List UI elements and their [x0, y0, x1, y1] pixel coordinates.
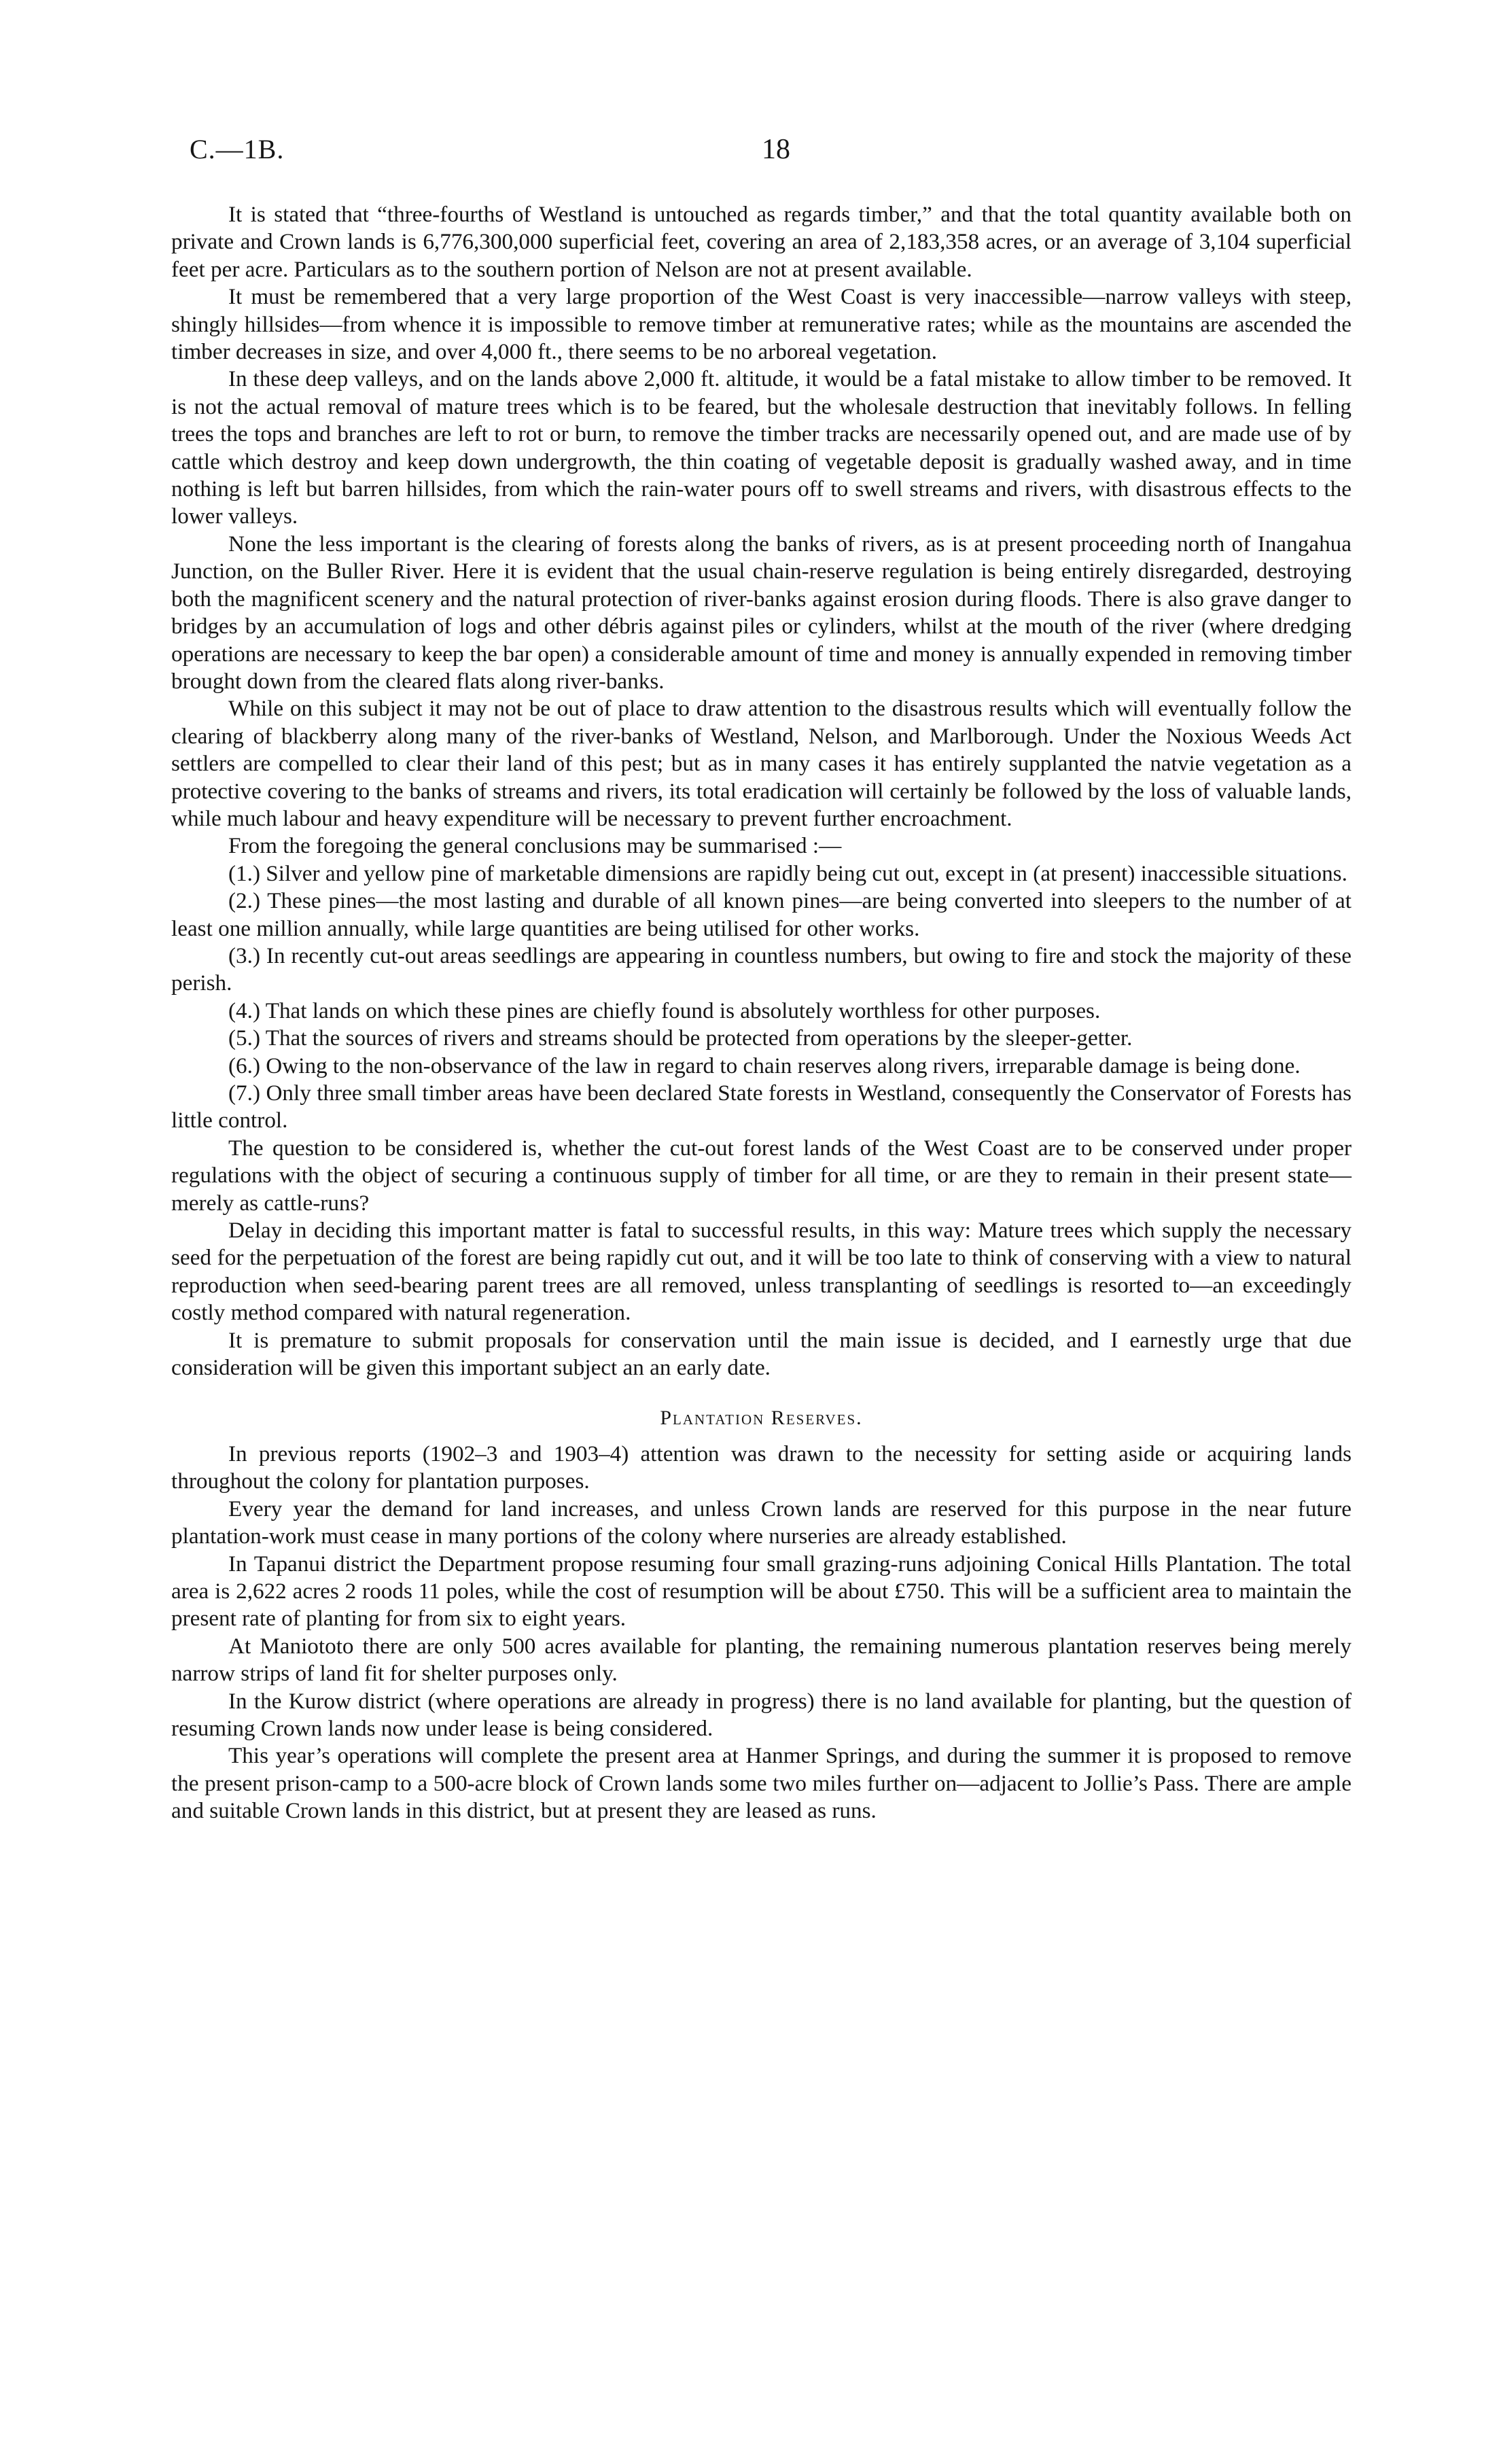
page-header	[190, 133, 1358, 174]
report-body	[171, 201, 1352, 1825]
conclusion-item: (2.) These pines—the most lasting and durable of all known pines—are being converted into sleepers to the number of at least one million annually, while large quantities are being utilised for other works.	[171, 888, 1352, 941]
conclusion-item: (4.) That lands on which these pines are chiefly found is absolutely worthless for other purposes.	[228, 998, 1101, 1023]
conclusion-item: (1.) Silver and yellow pine of marketable dimensions are rapidly being cut out, except in (at present) inaccessible situations.	[228, 860, 1347, 886]
conclusion-item: (5.) That the sources of rivers and streams should be protected from operations by the sleeper-getter.	[228, 1025, 1133, 1051]
paragraph: Delay in deciding this important matter is fatal to successful results, in this way: Mature trees which supply the necessary seed for the perpetuation of the forest are being rapidly cut out, and it will be too late to think of conserving with a view to natural reproduction when seed-bearing parent trees are all removed, unless transplanting of seedlings is resorted to—an exceedingly costly method compared with natural regeneration.	[171, 1218, 1352, 1326]
conclusion-item: (6.) Owing to the non-observance of the law in regard to chain reserves along rivers, irreparable damage is being done.	[228, 1053, 1301, 1078]
paragraph: None the less important is the clearing of forests along the banks of rivers, as is at present proceeding north of Inangahua Junction, on the Buller River. Here it is evident that the usual chain-reserve regulation is being entirely disregarded, destroying both the magnificent scenery and the natural protection of river-banks against erosion during floods. There is also grave danger to bridges by an accumulation of logs and other débris against piles or cylinders, whilst at the mouth of the river (where dredging operations are necessary to keep the bar open) a considerable amount of time and money is annually expended in removing timber brought down from the cleared flats along river-banks.	[171, 531, 1352, 694]
paragraph: At Maniototo there are only 500 acres available for planting, the remaining numerous plantation reserves being merely narrow strips of land fit for shelter purposes only.	[171, 1633, 1352, 1687]
conclusion-item: (3.) In recently cut-out areas seedlings are appearing in countless numbers, but owing to fire and stock the majority of these perish.	[171, 943, 1352, 996]
conclusion-item: (7.) Only three small timber areas have been declared State forests in Westland, consequently the Conservator of Forests has little control.	[171, 1080, 1352, 1133]
paragraph: From the foregoing the general conclusions may be summarised :—	[228, 833, 842, 859]
paragraph: In Tapanui district the Department propose resuming four small grazing-runs adjoining Conical Hills Plantation. The total area is 2,622 acres 2 roods 11 poles, while the cost of resumption will be about £750. This will be a sufficient area to maintain the present rate of planting for from six to eight years.	[171, 1551, 1352, 1632]
section-heading: Plantation Reserves.	[660, 1407, 863, 1430]
paragraph: In the Kurow district (where operations are already in progress) there is no land available for planting, but the question of resuming Crown lands now under lease is being considered.	[171, 1688, 1352, 1741]
paragraph: While on this subject it may not be out of place to draw attention to the disastrous results which will eventually follow the clearing of blackberry along many of the river-banks of Westland, Nelson, and Marlborough. Under the Noxious Weeds Act settlers are compelled to clear their land of this pest; but as in many cases it has entirely supplanted the natvie vegetation as a protective covering to the banks of streams and rivers, its total eradication will certainly be followed by the loss of valuable lands, while much labour and heavy expenditure will be necessary to prevent further encroachment.	[171, 696, 1352, 831]
paragraph: In these deep valleys, and on the lands above 2,000 ft. altitude, it would be a fatal mistake to allow timber to be removed. It is not the actual removal of mature trees which is to be feared, but the wholesale destruction that inevitably follows. In felling trees the tops and branches are left to rot or burn, to remove the timber tracks are necessarily opened out, and are made use of by cattle which destroy and keep down undergrowth, the thin coating of vegetable deposit is gradually washed away, and in time nothing is left but barren hillsides, from which the rain-water pours off to swell streams and rivers, with disastrous effects to the lower valleys.	[171, 366, 1352, 529]
paragraph: It is stated that “three-fourths of Westland is untouched as regards timber,” and that the total quantity available both on private and Crown lands is 6,776,300,000 superficial feet, covering an area of 2,183,358 acres, or an average of 3,104 superficial feet per acre. Particulars as to the southern portion of Nelson are not at present available.	[171, 202, 1352, 282]
paragraph: In previous reports (1902–3 and 1903–4) attention was drawn to the necessity for setting aside or acquiring lands throughout the colony for plantation purposes.	[171, 1441, 1352, 1494]
paragraph: This year’s operations will complete the present area at Hanmer Springs, and during the summer it is proposed to remove the present prison-camp to a 500-acre block of Crown lands some two miles further on—adjacent to Jollie’s Pass. There are ample and suitable Crown lands in this district, but at present they are leased as runs.	[171, 1743, 1352, 1824]
paragraph: The question to be considered is, whether the cut-out forest lands of the West Coast are to be conserved under proper regulations with the object of securing a continuous supply of timber for all time, or are they to remain in their present state—merely as cattle-runs?	[171, 1135, 1352, 1216]
paragraph: Every year the demand for land increases, and unless Crown lands are reserved for this purpose in the near future plantation-work must cease in many portions of the colony where nurseries are already established.	[171, 1496, 1352, 1549]
paragraph: It is premature to submit proposals for conservation until the main issue is decided, and I earnestly urge that due consideration will be given this important subject an an early date.	[171, 1327, 1352, 1381]
paragraph: It must be remembered that a very large proportion of the West Coast is very inaccessible—narrow valleys with steep, shingly hillsides—from whence it is impossible to remove timber at remunerative rates; while as the mountains are ascended the timber decreases in size, and over 4,000 ft., there seems to be no arboreal vegetation.	[171, 284, 1352, 365]
document-reference: C.—1B.	[190, 134, 285, 164]
page-number: 18	[762, 134, 790, 165]
